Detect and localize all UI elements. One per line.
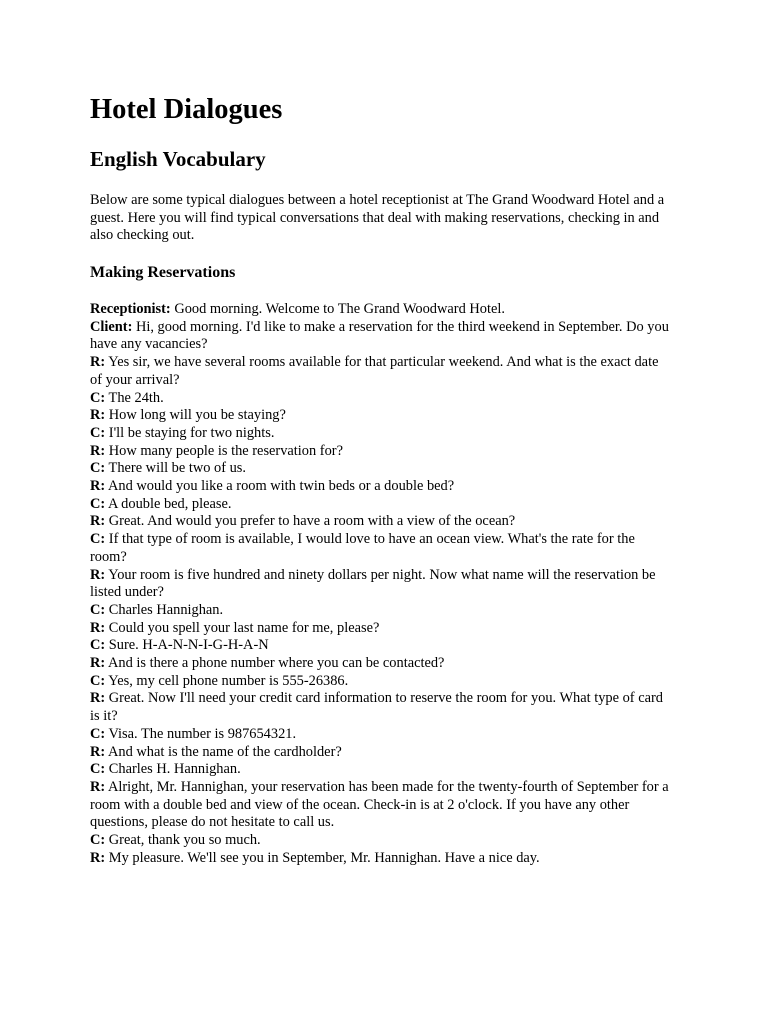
dialogue-line (90, 460, 674, 478)
speaker-label: C: (90, 832, 106, 849)
dialogue-line (90, 443, 674, 461)
utterance-text: If that type of room is available, I would love to have an ocean view. What's the rate for the room? (90, 531, 635, 565)
section-heading-making-reservations: Making Reservations (90, 264, 236, 281)
utterance-text: Good morning. Welcome to The Grand Woodward Hotel. (170, 301, 505, 317)
dialogue-line (90, 744, 674, 762)
speaker-label: C: (90, 672, 106, 689)
utterance-text: There will be two of us. (105, 460, 247, 477)
utterance-text: Charles H. Hannighan. (105, 761, 241, 778)
dialogue-line (90, 637, 674, 655)
speaker-label: R: (90, 354, 106, 371)
utterance-text: Great. Now I'll need your credit card information to reserve the room for you. What type of card is it? (90, 690, 663, 725)
speaker-label: R: (90, 619, 106, 636)
dialogue-line (90, 620, 674, 638)
dialogue-line (90, 850, 674, 868)
speaker-label: R: (90, 442, 106, 459)
utterance-text: How long will you be staying? (105, 407, 286, 424)
dialogue-line (90, 496, 674, 514)
dialogue-line (90, 301, 674, 319)
dialogue-line (90, 655, 674, 673)
dialogue-line (90, 390, 674, 408)
speaker-label: R: (90, 513, 106, 530)
speaker-label: C: (90, 725, 106, 742)
utterance-text: Charles Hannighan. (105, 601, 224, 618)
utterance-text: How many people is the reservation for? (105, 442, 343, 459)
dialogue-line (90, 602, 674, 620)
utterance-text: Alright, Mr. Hannighan, your reservation has been made for the twenty-fourth of September for a room with a double bed and view of the ocean. Check-in is at 2 o'clock. If you have any other questions, please do not hesitate to call us. (90, 778, 669, 831)
utterance-text: Could you spell your last name for me, please? (105, 619, 380, 636)
utterance-text: Hi, good morning. I'd like to make a reservation for the third weekend in September. Do you have any vacancies? (90, 318, 669, 353)
dialogue-line (90, 513, 674, 531)
speaker-label: R: (90, 778, 106, 795)
speaker-label: C: (90, 495, 106, 512)
speaker-label: R: (90, 690, 106, 707)
dialogue-line (90, 779, 674, 832)
utterance-text: And is there a phone number where you can be contacted? (105, 655, 445, 672)
dialogue-line (90, 407, 674, 425)
dialogue-line (90, 531, 674, 566)
speaker-label: C: (90, 424, 106, 441)
speaker-label: R: (90, 478, 106, 495)
dialogue-line (90, 567, 674, 602)
utterance-text: Your room is five hundred and ninety dollars per night. Now what name will the reservation be listed under? (90, 566, 656, 601)
utterance-text: And would you like a room with twin beds or a double bed? (105, 478, 455, 495)
utterance-text: I'll be staying for two nights. (105, 424, 275, 441)
speaker-label: Receptionist: (90, 301, 171, 317)
speaker-label: R: (90, 566, 106, 583)
utterance-text: Yes sir, we have several rooms available for that particular weekend. And what is the exact date of your arrival? (90, 354, 659, 388)
dialogue-line (90, 673, 674, 691)
speaker-label: R: (90, 743, 106, 760)
utterance-text: Great, thank you so much. (105, 832, 261, 849)
speaker-label: R: (90, 407, 106, 424)
dialogue-line (90, 832, 674, 850)
utterance-text: And what is the name of the cardholder? (105, 743, 342, 760)
utterance-text: The 24th. (105, 389, 164, 406)
dialogue-line (90, 319, 674, 354)
speaker-label: C: (90, 531, 106, 548)
speaker-label: R: (90, 849, 106, 866)
utterance-text: Sure. H-A-N-N-I-G-H-A-N (105, 637, 269, 654)
dialogue-line (90, 354, 674, 389)
speaker-label: C: (90, 761, 106, 778)
intro-paragraph: Below are some typical dialogues between a hotel receptionist at The Grand Woodward Hotel and a guest. Here you will find typical conversations that deal with making reservations, checking in and also checking out. (90, 192, 665, 244)
utterance-text: Visa. The number is 987654321. (105, 725, 297, 742)
page-title: Hotel Dialogues (90, 94, 283, 125)
dialogue-line (90, 478, 674, 496)
dialogue-line (90, 726, 674, 744)
speaker-label: C: (90, 460, 106, 477)
speaker-label: Client: (90, 318, 133, 335)
dialogue-line (90, 690, 674, 725)
dialogue-line (90, 761, 674, 779)
speaker-label: C: (90, 389, 106, 406)
speaker-label: C: (90, 637, 106, 654)
utterance-text: Great. And would you prefer to have a room with a view of the ocean? (105, 513, 516, 530)
speaker-label: C: (90, 601, 106, 618)
speaker-label: R: (90, 655, 106, 672)
utterance-text: Yes, my cell phone number is 555-26386. (105, 672, 349, 689)
dialogue-transcript (90, 301, 674, 868)
utterance-text: My pleasure. We'll see you in September, Mr. Hannighan. Have a nice day. (105, 849, 540, 866)
dialogue-line (90, 425, 674, 443)
page-subtitle: English Vocabulary (90, 147, 266, 171)
utterance-text: A double bed, please. (105, 495, 232, 512)
